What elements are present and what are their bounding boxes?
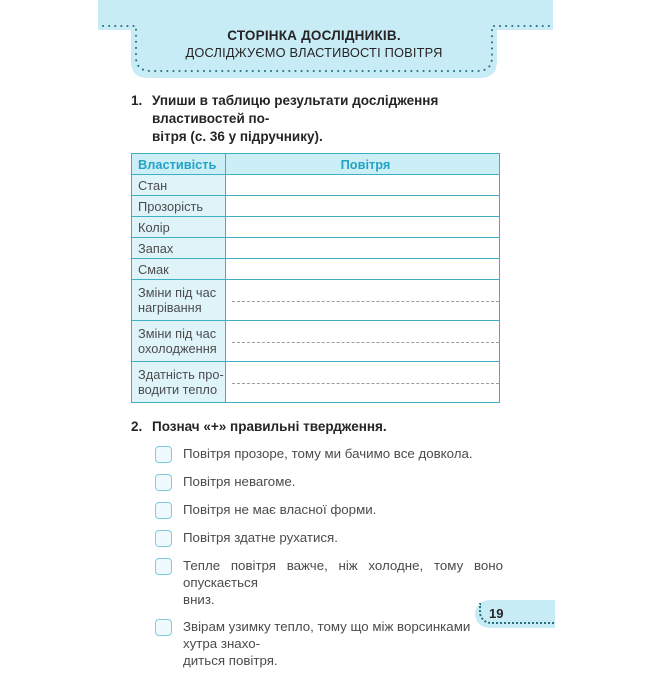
row-label-line: Зміни під час	[138, 285, 217, 300]
task2-number: 2.	[131, 419, 143, 434]
answer-cell[interactable]	[226, 321, 500, 362]
table-row	[132, 362, 500, 403]
item-text	[183, 501, 503, 518]
item-text	[183, 445, 503, 462]
row-label: Колір	[132, 217, 226, 238]
item-text-line: Повітря не має власної форми.	[183, 502, 377, 517]
row-label-line: нагрівання	[138, 300, 202, 315]
page-subtitle: ДОСЛІДЖУЄМО ВЛАСТИВОСТІ ПОВІТРЯ	[185, 45, 443, 60]
checkbox-item	[155, 445, 503, 463]
checkbox[interactable]	[155, 474, 172, 491]
table-row	[132, 175, 500, 196]
item-text	[183, 473, 503, 490]
table-row	[132, 259, 500, 280]
item-text-line: Повітря здатне рухатися.	[183, 530, 338, 545]
answer-cell[interactable]	[226, 175, 500, 196]
row-label: Прозорість	[132, 196, 226, 217]
table-row	[132, 321, 500, 362]
row-label-line: водити тепло	[138, 382, 218, 397]
checkbox-item	[155, 618, 503, 669]
item-text	[183, 618, 503, 669]
page-number: 19	[489, 606, 504, 621]
row-label-line: Здатність про-	[138, 367, 224, 382]
table-row	[132, 217, 500, 238]
item-text-line: вниз.	[183, 592, 215, 607]
table-row	[132, 238, 500, 259]
row-label-line: охолодження	[138, 341, 217, 356]
item-text-line: Повітря прозоре, тому ми бачимо все довкола.	[183, 446, 473, 461]
dashed-writing-line	[232, 383, 499, 384]
checkbox-item	[155, 557, 503, 608]
item-text	[183, 529, 503, 546]
row-label	[132, 362, 226, 403]
task1-text-line: вітря (с. 36 у підручнику).	[152, 129, 323, 144]
row-label	[132, 280, 226, 321]
answer-cell[interactable]	[226, 196, 500, 217]
page-number-pill	[475, 600, 555, 628]
item-text-line: диться повітря.	[183, 653, 278, 668]
checkbox[interactable]	[155, 446, 172, 463]
checkbox-item	[155, 501, 503, 519]
column-header-property: Властивість	[132, 154, 226, 175]
task2-title: Познач «+» правильні твердження.	[152, 419, 387, 434]
answer-cell[interactable]	[226, 280, 500, 321]
row-label	[132, 321, 226, 362]
row-label-line: Зміни під час	[138, 326, 217, 341]
answer-cell[interactable]	[226, 217, 500, 238]
column-header-air: Повітря	[226, 154, 500, 175]
answer-cell[interactable]	[226, 238, 500, 259]
page-title: СТОРІНКА ДОСЛІДНИКІВ.	[227, 28, 401, 43]
item-text-line: Повітря невагоме.	[183, 474, 296, 489]
checkbox[interactable]	[155, 502, 172, 519]
answer-cell[interactable]	[226, 259, 500, 280]
checkbox-item	[155, 529, 503, 547]
checkbox[interactable]	[155, 558, 172, 575]
table-row	[132, 280, 500, 321]
row-label: Запах	[132, 238, 226, 259]
checkbox[interactable]	[155, 619, 172, 636]
item-text	[183, 557, 503, 608]
checkbox-item	[155, 473, 503, 491]
task1-text	[152, 92, 503, 146]
task1-text-line: Упиши в таблицю результати дослідження властивостей по-	[152, 93, 439, 126]
task1-heading	[131, 92, 503, 146]
answer-cell[interactable]	[226, 362, 500, 403]
row-label: Стан	[132, 175, 226, 196]
properties-table	[131, 153, 500, 403]
item-text-line: Звірам узимку тепло, тому що між ворсинками хутра знахо-	[183, 619, 471, 651]
table-header-row	[132, 154, 500, 175]
task2-heading	[131, 418, 503, 436]
checkbox-list	[131, 445, 503, 669]
checkbox[interactable]	[155, 530, 172, 547]
row-label: Смак	[132, 259, 226, 280]
task1-number: 1.	[131, 93, 143, 108]
table-row	[132, 196, 500, 217]
header	[131, 0, 497, 61]
main-content	[131, 92, 503, 679]
task2	[131, 418, 503, 669]
dashed-writing-line	[232, 342, 499, 343]
dashed-writing-line	[232, 301, 499, 302]
item-text-line: Тепле повітря важче, ніж холодне, тому воно опускається	[183, 558, 503, 590]
